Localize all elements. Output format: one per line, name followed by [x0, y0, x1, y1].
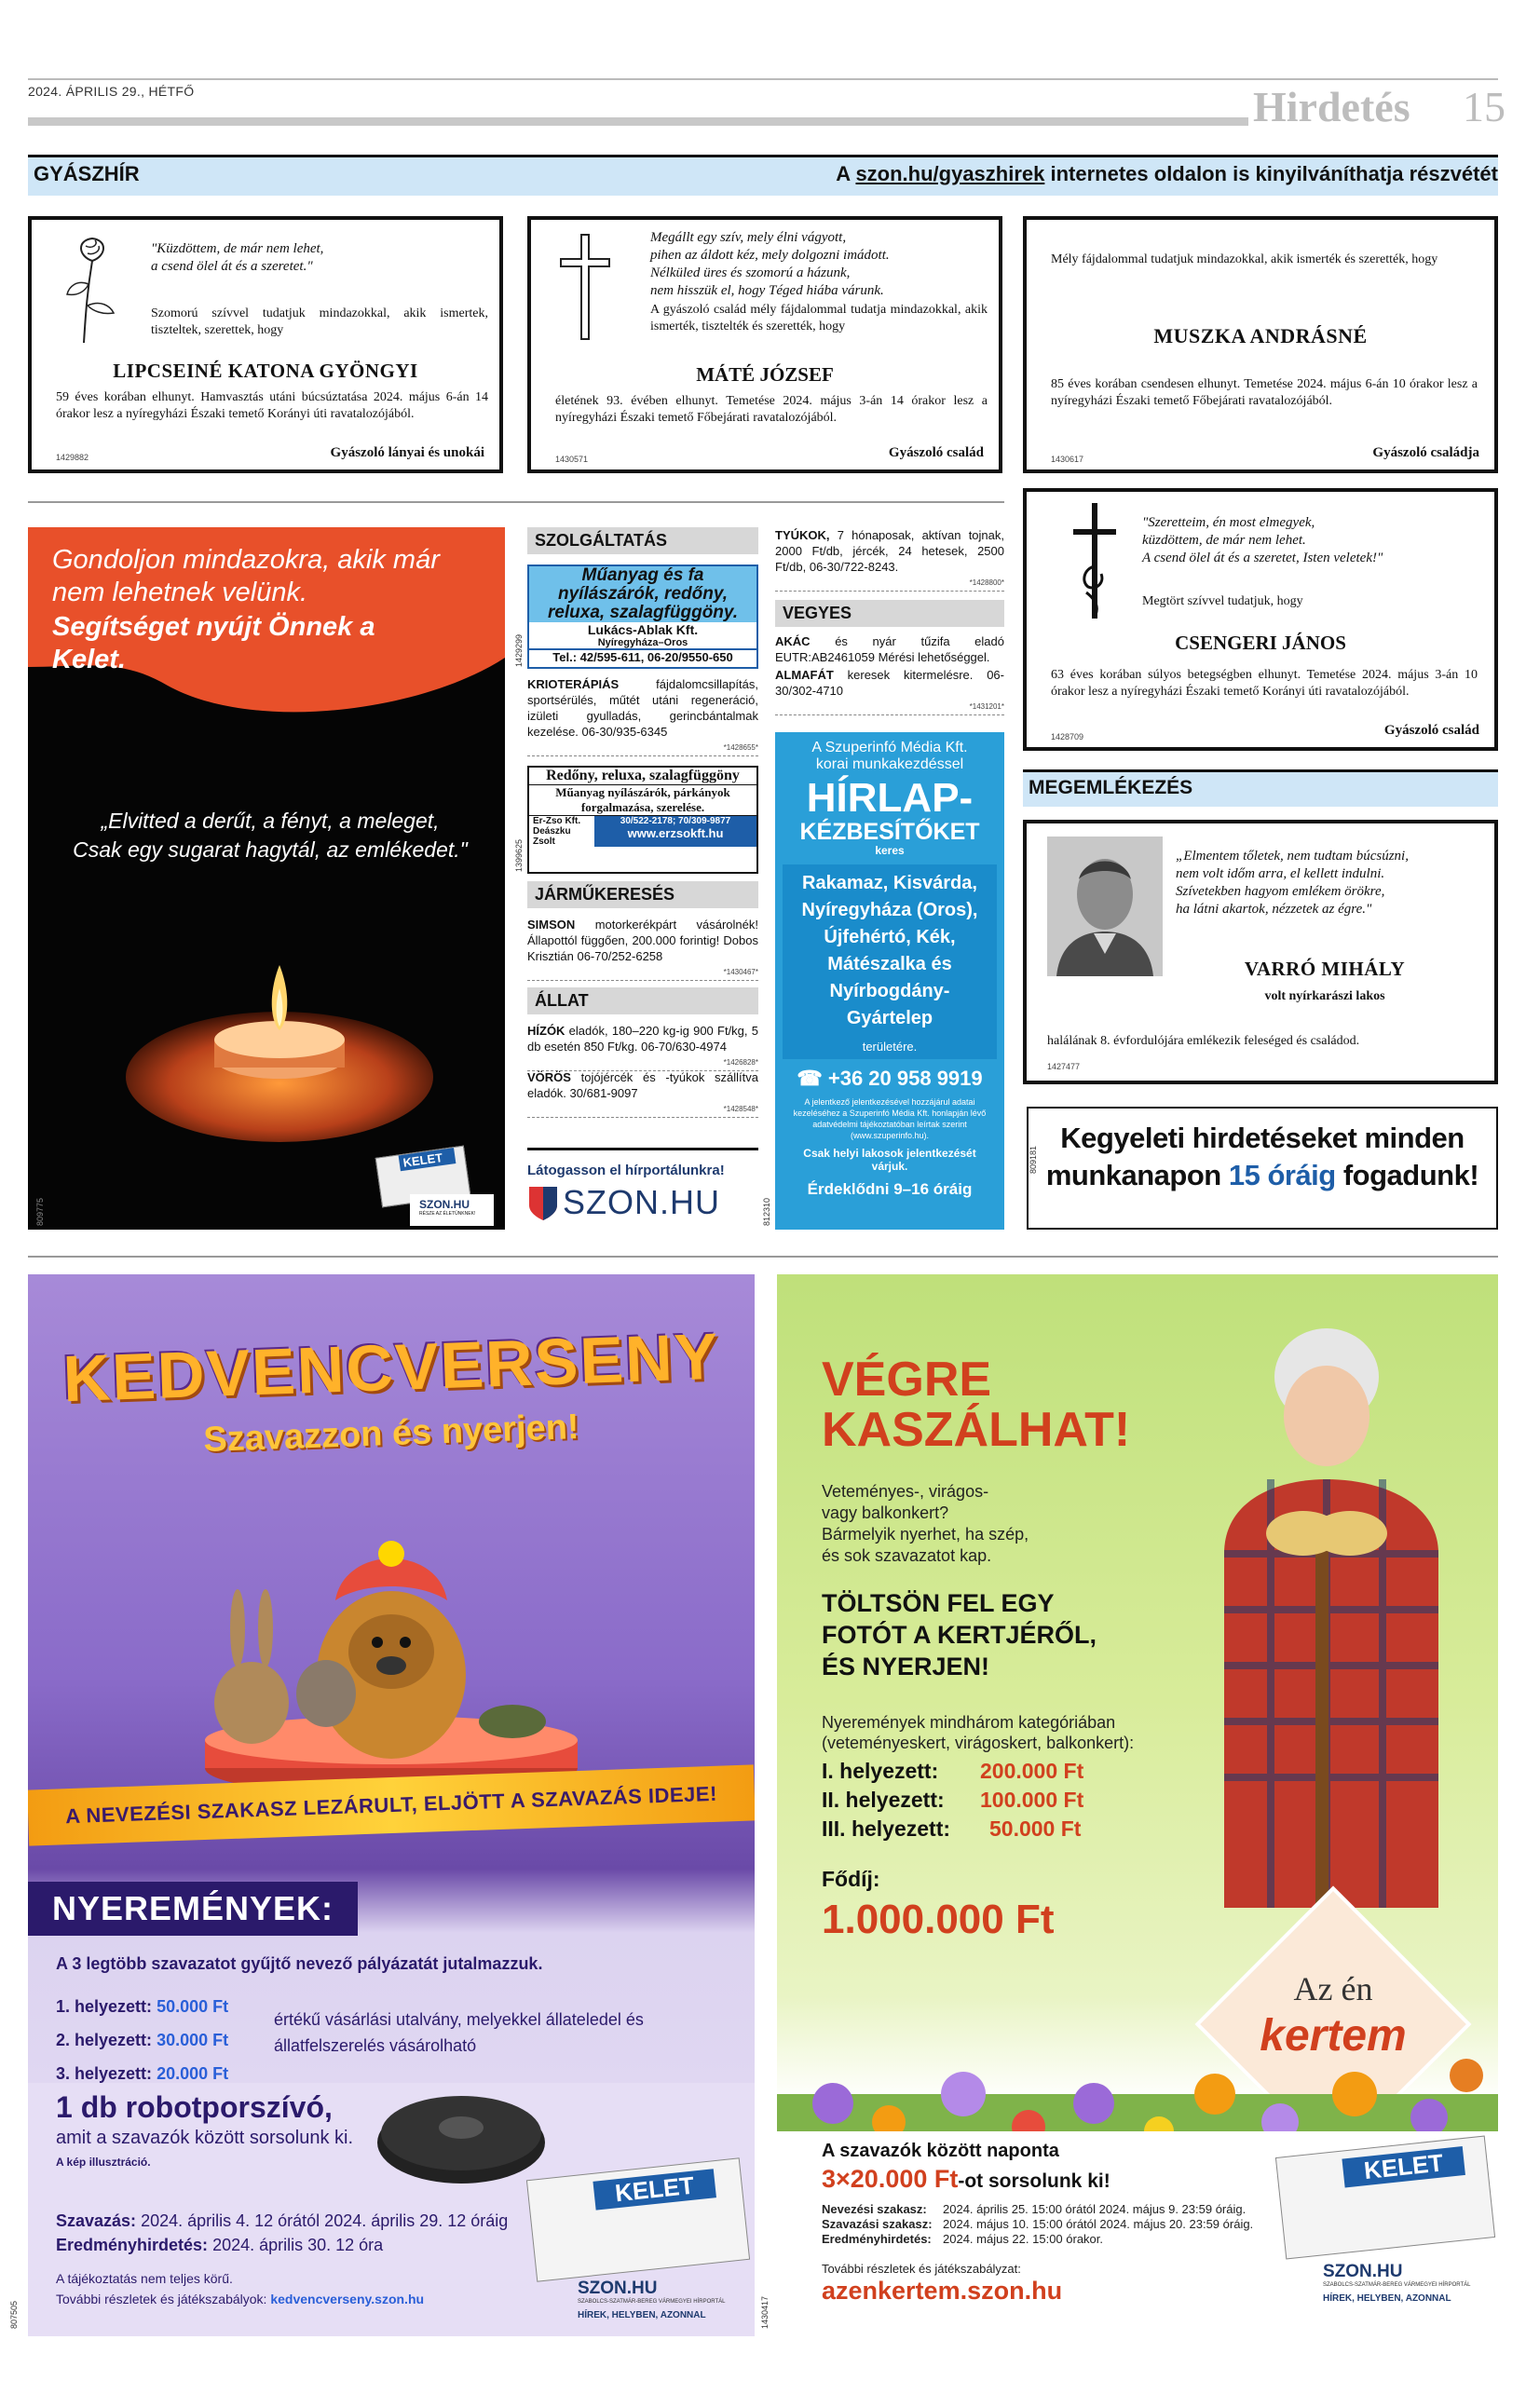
lukacs-l1: Műanyag és fa [529, 566, 756, 585]
job-phone[interactable]: ☎ +36 20 958 9919 [797, 1067, 983, 1090]
portrait-photo [1047, 837, 1163, 976]
hizok-text: eladók, 180–220 kg-ig 900 Ft/kg, 5 db esetén 850 Ft/kg. 06-70/630-4974 [527, 1024, 758, 1054]
contest1-title: KEDVENCVERSENY [61, 1319, 721, 1416]
contest2-p3-label: III. helyezett: [822, 1816, 951, 1841]
header-top-rule [28, 78, 1498, 80]
job-keres: keres [875, 844, 905, 857]
voros-text: tojójércék és -tyúkok szállítva eladók. 30/681-9097 [527, 1070, 758, 1100]
memorial-portrait [1047, 837, 1163, 976]
akac-title: AKÁC [775, 634, 811, 648]
candle-ad-paper-title: KELET [399, 1148, 456, 1171]
section-head-vegyes: VEGYES [775, 600, 1004, 627]
page-number: 15 [1463, 83, 1506, 130]
deadline-l2a: munkanapon [1045, 1159, 1229, 1191]
contest2-prize-3 [822, 1815, 1083, 1843]
hizok-title: HÍZÓK [527, 1024, 565, 1038]
krio-ad [527, 676, 758, 760]
akac-ad [775, 633, 1004, 665]
notice-4-quote: "Szeretteim, én most elmegyek, küzdöttem, de már nem lehet. A csend ölel át és a szeretet, Isten veletek!" [1142, 515, 1383, 565]
notice-3-name: MUSZKA ANDRÁSNÉ [1153, 324, 1368, 347]
almafat-code: *1431201* [775, 699, 1004, 715]
contest2-s1-value: 2024. április 25. 15:00 órától 2024. május 9. 23:59 óráig. [943, 2202, 1247, 2216]
notice-1-intro: Szomorú szívvel tudatjuk mindazokkal, akik ismertek, tiszteltek, szerettek, hogy [151, 306, 488, 337]
rose-icon [60, 233, 125, 345]
contest2-s2-value: 2024. május 10. 15:00 órától 2024. május 20. 23:59 óráig. [943, 2217, 1254, 2231]
job-l2: korai munkakezdéssel [815, 756, 964, 772]
contest2-more: További részletek és játékszabályzat: [822, 2262, 1021, 2276]
contest2-title1: VÉGRE [822, 1353, 992, 1407]
voros-ad [527, 1069, 758, 1122]
contest1-p1-value: 50.000 Ft [157, 1997, 229, 2016]
tyukok-ad [775, 527, 1004, 595]
contest1-p3-label: 3. helyezett: [56, 2064, 153, 2083]
classifieds-col-2 [762, 527, 1004, 1230]
erzso-company [529, 816, 594, 847]
job-big1: HÍRLAP- [806, 775, 974, 821]
erzso-l5: Deászku Zsolt [533, 826, 571, 847]
candle-hands-image [121, 937, 438, 1151]
contest1-tagline: HÍREK, HELYBEN, AZONNAL [578, 2310, 706, 2320]
notice-4-intro: Megtört szívvel tudatjuk, hogy [1142, 594, 1303, 608]
memorial-code: 1427477 [1047, 1062, 1081, 1071]
contest2-p1-label: I. helyezett: [822, 1759, 939, 1783]
job-fine: A jelentkező jelentkezésével hozzájárul adatai kezeléséhez a Szuperinfó Média Kft. honlapján lévő adatvédelmi tájékoztatóban leírtak szerint (www.szuperinfo.hu). [793, 1097, 987, 1140]
hizok-code: *1426828* [527, 1054, 758, 1071]
krio-code: *1428655* [527, 740, 758, 756]
erzso-l2: Műanyag nyílászárók, párkányok [555, 785, 730, 799]
contest2-categories: Nyeremények mindhárom kategóriában (veteményeskert, virágoskert, balkonkert): [822, 1713, 1135, 1752]
contest1-prizes-head: NYEREMÉNYEK: [28, 1882, 358, 1936]
contest1-fine2-prefix: További részletek és játékszabályok: [56, 2292, 271, 2306]
job-big2: KÉZBESÍTŐKET [799, 819, 980, 845]
almafat-title: ALMAFÁT [775, 668, 834, 682]
notice-2-body: életének 93. évében elhunyt. Temetése 2024. május 3-án 14 órakor lesz a nyíregyházi Északi temető Főbejárati ravatalozójából. [555, 394, 988, 425]
erzso-l7[interactable]: www.erzsokft.hu [627, 826, 724, 840]
notice-1-code: 1429882 [56, 453, 89, 462]
almafat-text: keresek kitermelésre. 06-30/302-4710 [775, 668, 1004, 698]
notice-2-name: MÁTÉ JÓZSEF [696, 363, 834, 386]
candle-ad [28, 527, 505, 1230]
courier-job-ad [775, 732, 1004, 1230]
contest2-p2-value: 100.000 Ft [980, 1788, 1084, 1812]
contest1-p2-value: 30.000 Ft [157, 2031, 229, 2049]
contest1-brand: SZON.HU [578, 2279, 658, 2298]
contest2-s2-label: Szavazási szakasz: [822, 2217, 933, 2231]
contest2-sign2: kertem [1260, 2011, 1407, 2061]
notice-2-signature: Gyászoló család [888, 445, 984, 460]
lukacs-l4: Lukács-Ablak Kft. [587, 622, 699, 637]
deadline-l2 [1029, 1159, 1496, 1192]
krio-title: KRIOTERÁPIÁS [527, 677, 620, 691]
classifieds-footer-rule [527, 1148, 758, 1150]
szon-shield-icon [527, 1185, 559, 1222]
deadline-code: 809181 [1029, 1145, 1038, 1174]
contest2-code: 1430417 [760, 2295, 770, 2329]
cross-rose-icon [1068, 501, 1124, 622]
simson-text: motorkerékpárt vásárolnék! Állapottól függően, 200.000 forintig! Dobos Krisztián 06-70/252-6258 [527, 918, 758, 963]
contest2-p3-value: 50.000 Ft [989, 1816, 1082, 1841]
notice-2-quote: Megállt egy szív, mely élni vágyott, pihen az áldott kéz, mely dolgozni imádott. Nélküled üres és szomorú a házunk, nem hisszük el, hogy Téged hiába várunk. [650, 230, 890, 298]
contest1-code: 807505 [9, 2300, 19, 2329]
tyukok-text: 7 hónaposak, aktívan tojnak, 2000 Ft/db, jércék, 24 hetesek, 2500 Ft/db, 06-30/722-8243. [775, 528, 1004, 574]
contest1-fine2-link[interactable]: kedvencverseny.szon.hu [270, 2292, 425, 2306]
pets-stage-image [158, 1489, 624, 1805]
simson-code: *1430467* [527, 964, 758, 981]
contest2-paper [1275, 2135, 1495, 2259]
job-hours: Érdeklődni 9–16 óráig [807, 1180, 973, 1198]
deadline-l2c: fogadunk! [1335, 1159, 1479, 1191]
contest2-s3 [822, 2232, 1253, 2247]
contest2-intro: Veteményes-, virágos- vagy balkonkert? Bármelyik nyerhet, ha szép, és sok szavazatot kap. [822, 1482, 1029, 1565]
contest2-daily-line [822, 2165, 1110, 2194]
contest2-daily: A szavazók között naponta [822, 2141, 1059, 2161]
candle-ad-headline-1: Gondoljon mindazokra, akik már nem lehetnek velünk. [52, 545, 440, 607]
simson-title: SIMSON [527, 918, 576, 932]
contest2-paper-title: KELET [1342, 2146, 1465, 2187]
hizok-ad [527, 1023, 758, 1075]
contest1-prizes-desc: értékű vásárlási utalvány, melyekkel állateledel és állatfelszerelés vásárolható [274, 2010, 644, 2055]
contest1-result-label: Eredményhirdetés: [56, 2236, 209, 2254]
section-head-jarmukereses: JÁRMŰKERESÉS [527, 881, 758, 908]
lukacs-code: 1429299 [514, 633, 524, 667]
almafat-ad [775, 667, 1004, 719]
candle-ad-brand-box [410, 1194, 494, 1226]
obituary-notice-3 [1023, 216, 1498, 473]
classifieds-col-1 [514, 527, 758, 1230]
contest2-s1-label: Nevezési szakasz: [822, 2202, 927, 2216]
candle-ad-code: 809775 [35, 1197, 45, 1226]
deadline-l2b: 15 óráig [1228, 1159, 1336, 1191]
contest2-schedule [822, 2202, 1253, 2247]
divider-1 [28, 501, 1004, 503]
erzso-footer [529, 815, 756, 847]
contest2-daily-rest: -ot sorsolunk ki! [958, 2170, 1110, 2192]
contest2-s3-label: Eredményhirdetés: [822, 2232, 932, 2246]
akac-text: és nyár tűzifa eladó EUTR:AB2461059 Mérési lehetőséggel. [775, 634, 1004, 664]
section-head-allat: ÁLLAT [527, 987, 758, 1014]
contest2-main-label: Fődíj: [822, 1867, 880, 1891]
notice-4-name: CSENGERI JÁNOS [1175, 632, 1346, 654]
deadline-l1: Kegyeleti hirdetéseket minden [1060, 1122, 1465, 1154]
contest2-brand-sub: SZABOLCS-SZATMÁR-BEREG VÁRMEGYEI HÍRPORTÁL [1323, 2282, 1471, 2288]
candle-ad-headline-2: Segítséget nyújt Önnek a Kelet. [52, 612, 375, 674]
contest2-p1-value: 200.000 Ft [980, 1759, 1084, 1783]
azenkertem-ad [777, 1274, 1498, 2336]
simson-ad [527, 917, 758, 985]
contest1-prize-2 [56, 2023, 228, 2057]
band-note-prefix: A [836, 162, 856, 185]
contest1-paper-title: KELET [593, 2169, 716, 2210]
tyukok-title: TYÚKOK, [775, 528, 830, 542]
gardener-woman-image [1168, 1312, 1485, 1964]
contest2-main-value: 1.000.000 Ft [822, 1897, 1055, 1942]
voros-title: VÖRÖS [527, 1070, 571, 1084]
krio-text: fájdalomcsillapítás, sportsérülés, műtét utáni regeneráció, izületi gyulladás, gerincbántalmak kezelése. 06-30/935-6345 [527, 677, 758, 739]
voros-code: *1428548* [527, 1101, 758, 1118]
contest1-vote-value: 2024. április 4. 12 órától 2024. április 29. 12 óráig [136, 2211, 509, 2230]
erzso-l6: 30/522-2178; 70/309-9877 [620, 816, 731, 826]
contest2-s3-value: 2024. május 22. 15:00 órakor. [943, 2232, 1104, 2246]
contest2-brand-box [1295, 2262, 1491, 2327]
classifieds-footer-brand[interactable]: SZON.HU [563, 1183, 720, 1221]
notice-4-body: 63 éves korában súlyos betegségben elhunyt. Temetése 2024. május 3-án 10 órakor lesz a nyíregyházi Északi temető Korányi úti ravatalozójából. [1051, 668, 1478, 699]
notice-3-signature: Gyászoló családja [1372, 445, 1479, 460]
contest1-p2-label: 2. helyezett: [56, 2031, 153, 2049]
contest2-p2-label: II. helyezett: [822, 1788, 945, 1812]
lukacs-l2: nyílászárók, redőny, [529, 585, 756, 604]
lukacs-ablak-ad [527, 565, 758, 669]
lukacs-l3: reluxa, szalagfüggöny. [529, 604, 756, 622]
notice-2-code: 1430571 [555, 455, 589, 464]
memorial-body: halálának 8. évfordulójára emlékezik feleséged és családod. [1047, 1034, 1360, 1048]
obituary-notice-2 [527, 216, 1002, 473]
contest1-vote-label: Szavazás: [56, 2211, 137, 2230]
band-note-link[interactable]: szon.hu/gyaszhirek [855, 162, 1045, 185]
obituary-band-note [836, 162, 1498, 186]
contest1-robot-note: A kép illusztráció. [56, 2156, 151, 2169]
contest1-p1-label: 1. helyezett: [56, 1997, 153, 2016]
notice-1-signature: Gyászoló lányai és unokái [330, 445, 484, 460]
contest1-prizes-intro: A 3 legtöbb szavazatot gyűjtő nevező pályázatát jutalmazzuk. [56, 1954, 543, 1973]
lukacs-l6: Tel.: 42/595-611, 06-20/9550-650 [529, 648, 756, 664]
job-terulet: területére. [862, 1040, 918, 1054]
contest2-prize-2 [822, 1786, 1083, 1815]
job-places: Rakamaz, Kisvárda, Nyíregyháza (Oros), Újfehértó, Kék, Mátészalka és Nyírbogdány-Gyártelep [801, 873, 978, 1028]
notice-3-code: 1430617 [1051, 455, 1084, 464]
contest1-subtitle: Szavazzon és nyerjen! [202, 1407, 580, 1461]
job-cta: Csak helyi lakosok jelentkezését várjuk. [803, 1147, 976, 1173]
contest1-result-value: 2024. április 30. 12 óra [208, 2236, 384, 2254]
contest1-ribbon [28, 1764, 755, 1845]
band-note-suffix: internetes oldalon is kinyilváníthatja részvétét [1044, 162, 1498, 185]
notice-1-name: LIPCSEINÉ KATONA GYÖNGYI [113, 360, 418, 382]
erzso-l4: Er-Zso Kft. [533, 816, 581, 826]
erzso-ad [527, 766, 758, 874]
contest2-brand: SZON.HU [1323, 2262, 1403, 2281]
contest1-fine2 [56, 2292, 424, 2306]
contest1-prize-list [56, 1990, 228, 2090]
job-places-box [783, 864, 997, 1059]
contest1-vote [56, 2211, 508, 2231]
notice-2-intro: A gyászoló család mély fájdalommal tudatja mindazokkal, akik ismerték, tisztelték és szerették, hogy [650, 303, 988, 333]
job-code: 812310 [762, 1197, 771, 1226]
erzso-contact [594, 816, 756, 847]
memorial-notice [1023, 820, 1498, 1084]
contest2-tagline: HÍREK, HELYBEN, AZONNAL [1323, 2293, 1451, 2304]
obituary-notice-1 [28, 216, 503, 473]
erzso-code: 1399625 [514, 838, 524, 872]
lukacs-l5: Nyíregyháza–Oros [597, 637, 688, 648]
section-title: Hirdetés [1253, 83, 1410, 130]
cross-icon [557, 231, 613, 343]
memorial-subtitle: volt nyírkarászi lakos [1264, 989, 1385, 1003]
contest1-result [56, 2236, 383, 2255]
notice-4-code: 1428709 [1051, 732, 1084, 741]
notice-3-body: 85 éves korában csendesen elhunyt. Temetése 2024. május 6-án 10 órakor lesz a nyíregyházi Északi temető Főbejárati ravatalozójából. [1051, 377, 1478, 408]
contest1-p3-value: 20.000 Ft [157, 2064, 229, 2083]
candle-ad-quote: „Elvitted a derűt, a fényt, a meleget, Csak egy sugarat hagytál, az emlékedet." [73, 809, 468, 862]
obituary-notice-4 [1023, 488, 1498, 751]
notice-1-body: 59 éves korában elhunyt. Hamvasztás utáni búcsúztatása 2024. május 6-án 14 órakor lesz a nyíregyházi Északi temető Korányi úti ravatalozójából. [56, 390, 488, 421]
contest2-sign1: Az én [1293, 1970, 1373, 2007]
tyukok-code: *1428800* [775, 575, 1004, 592]
notice-1-quote: "Küzdöttem, de már nem lehet, a csend ölel át és a szeretet." [151, 241, 324, 274]
erzso-l1: Redőny, reluxa, szalagfüggöny [529, 768, 756, 785]
contest1-robot-title: 1 db robotporszívó, [56, 2090, 333, 2124]
contest1-brand-box [550, 2279, 745, 2333]
erzso-l3: forgalmazása, szerelése. [580, 800, 705, 814]
notice-4-signature: Gyászoló család [1383, 723, 1479, 738]
notice-3-intro: Mély fájdalommal tudatjuk mindazokkal, akik ismerték és szerették, hogy [1051, 252, 1438, 266]
memorial-name: VARRÓ MIHÁLY [1244, 958, 1406, 980]
contest1-brand-sub: SZABOLCS-SZATMÁR-BEREG VÁRMEGYEI HÍRPORTÁL [578, 2299, 726, 2305]
contest1-fine1: A tájékoztatás nem teljes körű. [56, 2271, 233, 2286]
section-head-szolgaltatas: SZOLGÁLTATÁS [527, 527, 758, 554]
contest1-ribbon-text: A NEVEZÉSI SZAKASZ LEZÁRULT, ELJÖTT A SZAVAZÁS IDEJE! [64, 1781, 718, 1829]
memorial-quote: „Elmentem tőletek, nem tudtam búcsúzni, nem volt időm arra, el kellett indulni. Szívetekben hagyom emlékem örökre, ha látni akartok, nézzetek az égre." [1176, 849, 1409, 917]
contest2-call: TÖLTSÖN FEL EGY FOTÓT A KERTJÉRŐL, ÉS NYERJEN! [822, 1589, 1097, 1680]
divider-2 [28, 1256, 1498, 1258]
page-date: 2024. ÁPRILIS 29., HÉTFŐ [28, 84, 195, 99]
header-gray-bar [28, 117, 1248, 126]
contest2-daily-big: 3×20.000 Ft [822, 2165, 959, 2193]
contest2-s2 [822, 2217, 1253, 2232]
contest2-prize-1 [822, 1757, 1083, 1786]
contest2-title2: KASZÁLHAT! [822, 1403, 1131, 1457]
classifieds-footer-line: Látogasson el hírportálunkra! [527, 1163, 725, 1178]
contest2-prize-list [822, 1757, 1083, 1843]
deadline-ad [1027, 1107, 1498, 1230]
contest1-prize-1 [56, 1990, 228, 2023]
contest2-link[interactable]: azenkertem.szon.hu [822, 2277, 1063, 2305]
contest1-robot-sub: amit a szavazók között sorsolunk ki. [56, 2128, 354, 2148]
candle-ad-brand: SZON.HU [419, 1198, 470, 1211]
kedvencverseny-ad [28, 1274, 755, 2336]
obituary-band-label: GYÁSZHÍR [34, 162, 140, 185]
memorial-band-label: MEGEMLÉKEZÉS [1029, 777, 1193, 798]
job-l1: A Szuperinfó Média Kft. [811, 740, 968, 755]
candle-ad-brand-sub: RÉSZE AZ ÉLETÜNKNEK! [419, 1211, 476, 1217]
robot-vacuum-image [373, 2085, 550, 2187]
contest2-s1 [822, 2202, 1253, 2217]
